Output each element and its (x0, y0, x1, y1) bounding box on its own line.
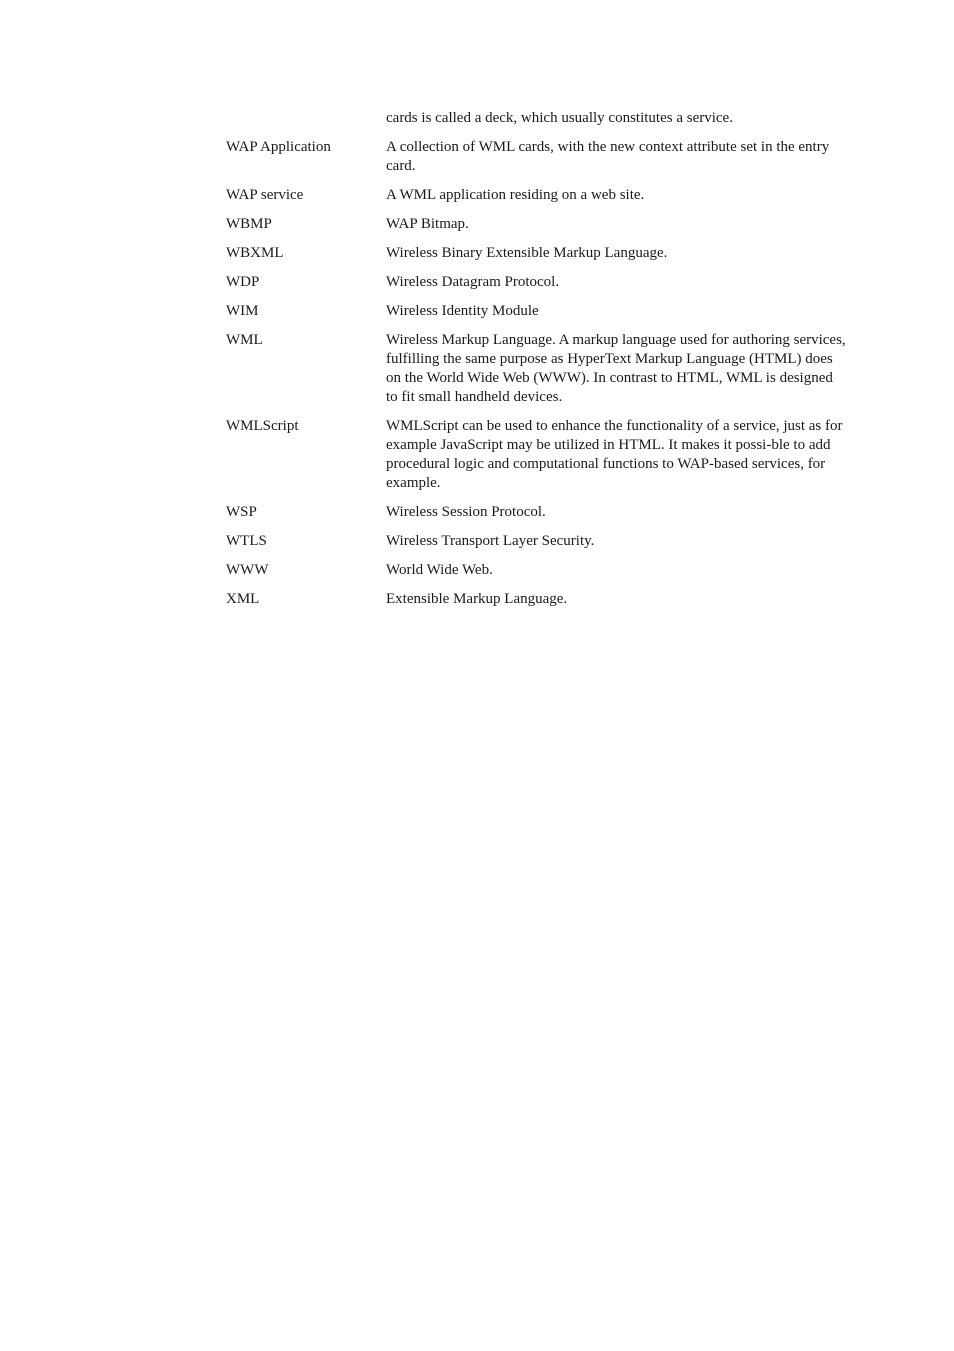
glossary-term: WML (226, 332, 263, 348)
glossary-term: WBMP (226, 216, 272, 232)
glossary-entry (226, 138, 846, 176)
glossary-entry (226, 590, 846, 609)
glossary-term: WBXML (226, 245, 284, 261)
glossary-term: WDP (226, 274, 260, 290)
glossary-term: WWW (226, 562, 269, 578)
glossary-entry (226, 331, 846, 407)
glossary-definition: WMLScript can be used to enhance the functionality of a service, just as for example JavaScript may be utilized in HTML. It makes it possi-ble to add procedural logic and computational functions to WAP-based services, for example. (386, 418, 843, 491)
glossary-list (226, 138, 846, 619)
glossary-term: WMLScript (226, 418, 299, 434)
glossary-definition: A WML application residing on a web site. (386, 187, 645, 203)
glossary-term: XML (226, 591, 260, 607)
glossary-entry (226, 302, 846, 321)
glossary-term: WAP service (226, 187, 304, 203)
glossary-entry (226, 417, 846, 493)
glossary-definition: Wireless Identity Module (386, 303, 539, 319)
glossary-entry (226, 561, 846, 580)
glossary-entry (226, 244, 846, 263)
glossary-term: WTLS (226, 533, 267, 549)
glossary-definition: World Wide Web. (386, 562, 493, 578)
glossary-entry (226, 215, 846, 234)
glossary-definition: Wireless Markup Language. A markup language used for authoring services, fulfilling the same purpose as HyperText Markup Language (HTML) does on the World Wide Web (WWW). In contrast to HTML, WML is designed to fit small handheld devices. (386, 332, 846, 405)
glossary-definition: WAP Bitmap. (386, 216, 469, 232)
glossary-definition: Extensible Markup Language. (386, 591, 568, 607)
glossary-definition: Wireless Datagram Protocol. (386, 274, 560, 290)
glossary-entry (226, 503, 846, 522)
glossary-term: WIM (226, 303, 259, 319)
glossary-definition: A collection of WML cards, with the new context attribute set in the entry card. (386, 139, 830, 174)
continued-definition-text: cards is called a deck, which usually constitutes a service. (386, 110, 733, 126)
glossary-definition: Wireless Transport Layer Security. (386, 533, 595, 549)
glossary-definition: Wireless Session Protocol. (386, 504, 546, 520)
glossary-term: WSP (226, 504, 257, 520)
glossary-entry (226, 273, 846, 292)
glossary-entry (226, 532, 846, 551)
glossary-definition: Wireless Binary Extensible Markup Language. (386, 245, 668, 261)
glossary-entry (226, 186, 846, 205)
glossary-term: WAP Application (226, 139, 331, 155)
